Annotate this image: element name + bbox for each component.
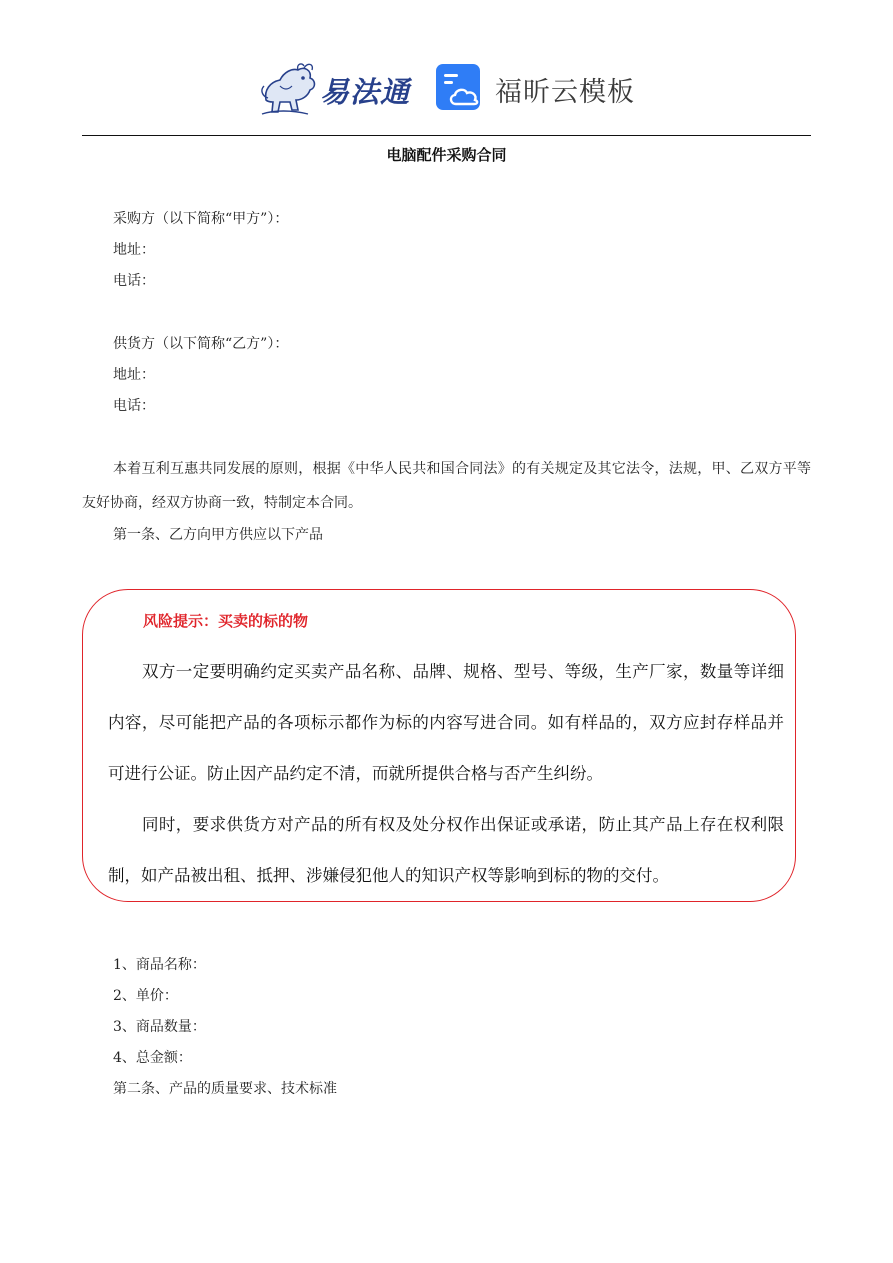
list-item: 2、单价： <box>113 988 178 1004</box>
fuxin-cloud-template-logo <box>436 64 636 116</box>
supplier-address-label: 地址： <box>113 367 155 383</box>
yifatong-logo <box>258 60 418 118</box>
buyer-address-label: 地址： <box>113 242 155 258</box>
list-item: 4、总金额： <box>113 1050 192 1066</box>
preamble-paragraph: 本着互利互惠共同发展的原则，根据《中华人民共和国合同法》的有关规定及其它法令，法规，甲、乙双方平等友好协商，经双方协商一致，特制定本合同。 <box>82 461 811 511</box>
article-2-heading: 第二条、产品的质量要求、技术标准 <box>113 1081 337 1097</box>
article-1-heading: 第一条、乙方向甲方供应以下产品 <box>113 527 323 543</box>
supplier-party-label: 供货方（以下简称“乙方”）： <box>113 336 289 352</box>
yifatong-brand-text: 易法通 <box>320 75 411 109</box>
page-header <box>0 56 893 126</box>
risk-warning-paragraph-1: 双方一定要明确约定买卖产品名称、品牌、规格、型号、等级，生产厂家，数量等详细内容，尽可能把产品的各项标示都作为标的内容写进合同。如有样品的，双方应封存样品并可进行公证。防止因产品约定不清，而就所提供合格与否产生纠纷。 <box>108 662 784 783</box>
risk-warning-box <box>82 589 796 902</box>
document-cloud-icon <box>436 64 484 112</box>
risk-warning-title: 风险提示：买卖的标的物 <box>143 612 309 630</box>
fuxin-brand-text: 福昕云模板 <box>495 77 635 108</box>
risk-warning-paragraph-2: 同时，要求供货方对产品的所有权及处分权作出保证或承诺，防止其产品上存在权利限制，如产品被出租、抵押、涉嫌侵犯他人的知识产权等影响到标的物的交付。 <box>108 815 784 885</box>
header-divider <box>82 135 811 136</box>
list-item: 1、商品名称： <box>113 957 206 973</box>
page-title: 电脑配件采购合同 <box>386 146 507 164</box>
buyer-phone-label: 电话： <box>113 273 155 289</box>
buyer-party-label: 采购方（以下简称“甲方”）： <box>113 211 289 227</box>
supplier-phone-label: 电话： <box>113 398 155 414</box>
list-item: 3、商品数量： <box>113 1019 206 1035</box>
